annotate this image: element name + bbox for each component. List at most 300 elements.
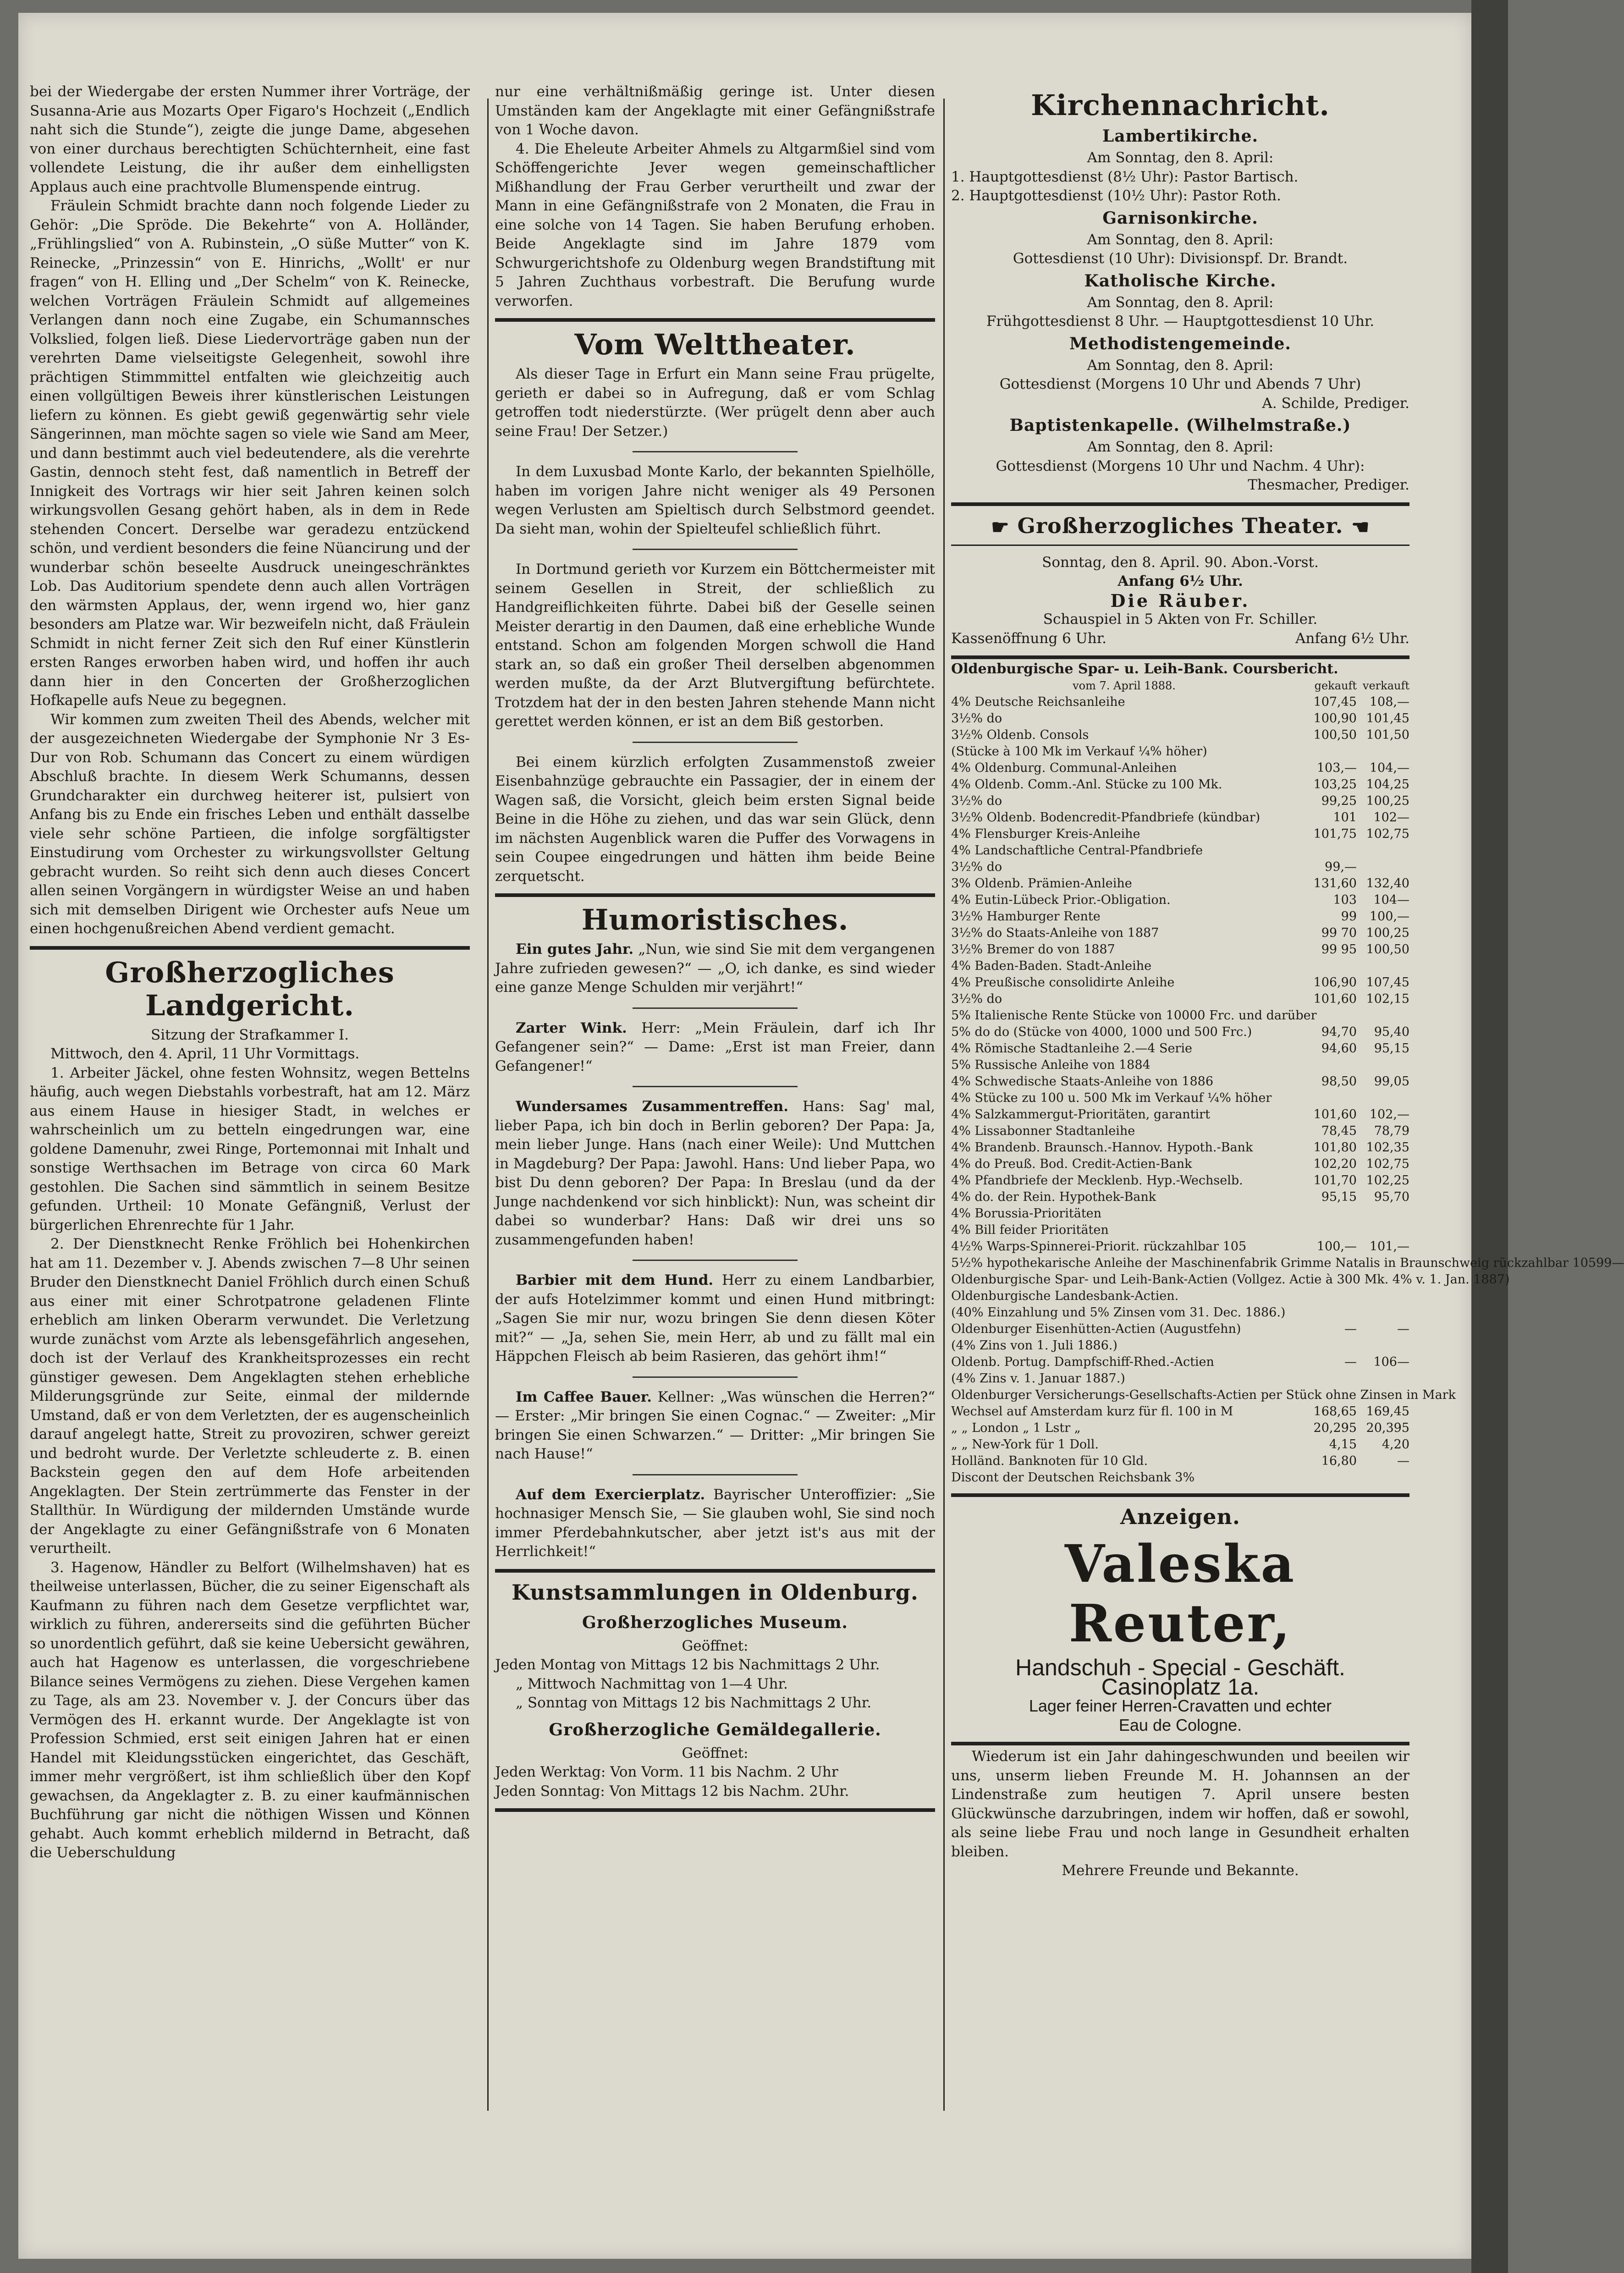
stock-bought: —: [1344, 1355, 1357, 1369]
stock-name: 4% Oldenb. Comm.-Anl. Stücke zu 100 Mk.: [951, 777, 1222, 792]
humor-text: Herr zu einem Landbarbier, der aufs Hotelzimmer kommt und einen Hund mitbringt: „Sagen Sie mir nur, wozu bringen Sie denn diesen Köter mit?“ — „Ja, sehen Sie, mein Herr, ab und zu fällt mal ein Häppchen Fleisch ab beim Rasieren, das gehört ihm!“: [495, 1272, 935, 1365]
stock-sold: 95,15: [1374, 1041, 1409, 1056]
news-item: Bei einem kürzlich erfolgten Zusammenstoß zweier Eisenbahnzüge gebrauchte ein Passagier, der in einem der Wagen saß, die Vorsicht, gleich beim ersten Signal beide Beine in die Höhe zu ziehen, und das war sein Glück, denn im nächsten Augenblick waren die Puffer des Vorwagens in sein Coupee eingedrungen und hätten ihm beide Beine zerquetscht.: [495, 754, 935, 885]
stock-bought: 99: [1341, 909, 1357, 924]
theater-begin: Anfang 6½ Uhr.: [1295, 630, 1409, 647]
stock-name: (4% Zins v. 1. Januar 1887.): [951, 1371, 1125, 1386]
stock-sold: 95,40: [1374, 1025, 1409, 1039]
concert-paragraph: Wir kommen zum zweiten Theil des Abends, welcher mit der ausgezeichneten Wiedergabe der Symphonie Nr 3 Es-Dur von Rob. Schumann das Concert zu einem würdigen Abschluß brachte. In diesem Werk Schumanns, dessen Grundcharakter ein durchweg heiterer ist, pulsiert von Anfang bis zu Ende ein frisches Leben und enthält dasselbe viele sehr schöne Partieen, die infolge sorgfältigster Einstudirung vom Orchester zu wirkungsvollster Geltung gebracht wurden. So reiht sich denn auch dieses Concert allen seinen Vorgängern in würdigster Weise an und haben sich mit demselben Dirigent wie Orchester aufs Neue um einen hochgenußreichen Abend verdient gemacht.: [30, 711, 470, 937]
stock-row: [951, 925, 1409, 941]
stock-name: 3½% do: [951, 711, 1002, 726]
stock-row: [951, 958, 1409, 974]
church-line: 2. Hauptgottesdienst (10½ Uhr): Pastor Roth.: [951, 187, 1281, 204]
stock-bought: 103,25: [1313, 777, 1357, 792]
church-line: Am Sonntag, den 8. April:: [1087, 294, 1274, 311]
stock-sold: 102,35: [1366, 1140, 1409, 1155]
stock-row: [951, 1222, 1409, 1238]
stock-sold: [1357, 1469, 1409, 1486]
stock-row: [951, 1403, 1409, 1420]
stock-sold: 108,—: [1369, 695, 1409, 709]
concert-paragraph: bei der Wiedergabe der ersten Nummer ihrer Vorträge, der Susanna-Arie aus Mozarts Oper Figaro's Hochzeit („Endlich naht sich die Stunde“), zeigte die junge Dame, abgesehen von einer durchaus berechtigten Schüchternheit, eine fast vollendete Leistung, die ihr außer dem einhelligsten Applaus auch eine prachtvolle Blumenspende eintrug.: [30, 83, 470, 195]
stock-row: [951, 1090, 1409, 1106]
humor-text: Hans: Sag' mal, lieber Papa, ich bin doch in Berlin geboren? Der Papa: Ja, mein lieber Junge. Hans (nach einer Weile): Und Muttchen in Magdeburg? Der Papa: Jawohl. Hans: Und lieber Papa, wo bist Du denn geboren? Der Papa: In Breslau (und da der Junge nachdenkend vor sich hinblickt): Nun, was scheint dir dabei so wunderbar? Hans: Daß wir drei uns so zusammengefunden haben!: [495, 1098, 935, 1248]
stock-row: [951, 1453, 1409, 1469]
stock-row: [951, 1106, 1409, 1123]
church-name: Katholische Kirche.: [1084, 271, 1277, 291]
section-rule: [495, 1808, 935, 1812]
humor-heading: Auf dem Exercierplatz.: [516, 1486, 705, 1503]
museum-hours: „ Sonntag von Mittags 12 bis Nachmittags 2 Uhr.: [516, 1695, 872, 1711]
stock-bought: 101,60: [1313, 1107, 1357, 1122]
stock-row: [951, 1304, 1409, 1321]
court-subtitle: Sitzung der Strafkammer I.: [150, 1026, 349, 1043]
stock-bought: [1297, 743, 1357, 760]
stock-bought: [1297, 958, 1357, 974]
stock-row: [951, 727, 1409, 743]
stock-sold: [1357, 743, 1409, 760]
stock-row: [951, 1040, 1409, 1057]
stock-sold: 104,25: [1366, 777, 1409, 792]
stock-row: [951, 793, 1409, 809]
stock-name: (40% Einzahlung und 5% Zinsen vom 31. Dec. 1886.): [951, 1305, 1286, 1320]
stock-bought: 107,45: [1313, 695, 1357, 709]
stock-sold: 78,79: [1374, 1124, 1409, 1138]
stock-bought: 100,—: [1316, 1239, 1357, 1254]
divider: [633, 1474, 798, 1475]
galerie-hours: Jeden Sonntag: Von Mittags 12 bis Nachm. 2Uhr.: [495, 1783, 849, 1800]
church-title: Kirchennachricht.: [1031, 88, 1330, 122]
stock-row: [951, 1123, 1409, 1139]
stock-sold: 106—: [1373, 1355, 1409, 1369]
museum-hours: Jeden Montag von Mittags 12 bis Nachmittags 2 Uhr.: [495, 1657, 880, 1673]
ad-line: Eau de Cologne.: [1118, 1715, 1242, 1734]
stock-row: [951, 1024, 1409, 1040]
stock-bought: 99 95: [1321, 942, 1357, 957]
stock-row: [951, 1337, 1409, 1354]
stock-sold: 102,15: [1366, 992, 1409, 1006]
section-rule: [495, 1569, 935, 1573]
court-date: Mittwoch, den 4. April, 11 Uhr Vormittags.: [50, 1046, 360, 1062]
stock-row: [951, 1172, 1409, 1189]
stock-row: [951, 1205, 1409, 1222]
theater-start: Anfang 6½ Uhr.: [1118, 573, 1243, 589]
church-name: Garnisonkirche.: [1102, 208, 1258, 228]
stock-row: [951, 1354, 1409, 1370]
stock-name: Oldenburgische Spar- und Leih-Bank-Actien (Vollgez. Actie à 300 Mk. 4% v. 1. Jan. 1887): [951, 1272, 1510, 1287]
stock-sold: 102—: [1373, 810, 1409, 825]
stock-row: [951, 1255, 1624, 1271]
stock-name: 4% Baden-Baden. Stadt-Anleihe: [951, 959, 1152, 973]
stock-row: [951, 1288, 1409, 1304]
divider: [633, 451, 798, 452]
humor-item: [495, 1271, 935, 1366]
stock-bought: 101,70: [1313, 1173, 1357, 1188]
stock-name: „ „ New-York für 1 Doll.: [951, 1437, 1099, 1452]
stock-name: 4% Flensburger Kreis-Anleihe: [951, 827, 1140, 841]
stock-bought: 20,295: [1313, 1421, 1357, 1435]
church-line: A. Schilde, Prediger.: [1262, 395, 1409, 412]
stock-sold: 169,45: [1366, 1404, 1409, 1419]
stock-sold: [1357, 1337, 1409, 1354]
humor-heading: Im Caffee Bauer.: [516, 1388, 652, 1405]
stock-row: [951, 694, 1409, 710]
section-rule: [951, 1742, 1409, 1745]
stock-name: 4% do Preuß. Bod. Credit-Actien-Bank: [951, 1157, 1192, 1171]
stock-sold: [1357, 1090, 1409, 1106]
stock-row: [951, 1139, 1409, 1156]
stock-bought: [1297, 1469, 1357, 1486]
stock-name: 4% Deutsche Reichsanleihe: [951, 695, 1125, 709]
church-block: [951, 126, 1409, 206]
stock-bought: 78,45: [1321, 1124, 1357, 1138]
stock-bought: 101,60: [1313, 992, 1357, 1006]
stock-name: 4% Pfandbriefe der Mecklenb. Hyp.-Wechselb.: [951, 1173, 1243, 1188]
divider: [633, 1007, 798, 1009]
stock-sold: [1357, 1222, 1409, 1238]
stock-row: [951, 842, 1409, 859]
humor-text: Kellner: „Was wünschen die Herren?“ — Erster: „Mir bringen Sie einen Cognac.“ — Zweiter: „Mir bringen Sie einen Schwarzen.“ — Dritter: „Mir bringen Sie nach Hause!“: [495, 1388, 936, 1462]
section-rule: [951, 655, 1409, 659]
galerie-title: Großherzogliche Gemäldegallerie.: [549, 1720, 881, 1739]
stock-row: [951, 1189, 1409, 1205]
welttheater-title: Vom Welttheater.: [574, 328, 856, 361]
stock-name: 3½% Hamburger Rente: [951, 909, 1101, 924]
section-rule: [495, 318, 935, 322]
stock-sold: 100,25: [1366, 926, 1409, 940]
section-rule: [495, 893, 935, 897]
stock-name: 3½% Oldenb. Consols: [951, 728, 1089, 742]
stock-sold: 102,75: [1366, 827, 1409, 841]
humor-text: „Nun, wie sind Sie mit dem vergangenen Jahre zufrieden gewesen?“ — „O, ich danke, es sind wieder eine ganze Menge Schulden mir verjährt!“: [495, 941, 936, 996]
stock-name: Wechsel auf Amsterdam kurz für fl. 100 in M: [951, 1404, 1233, 1419]
stock-name: Discont der Deutschen Reichsbank 3%: [951, 1470, 1195, 1485]
church-block: [951, 208, 1409, 269]
court-item: 3. Hagenow, Händler zu Belfort (Wilhelmshaven) hat es theilweise unterlassen, Bücher, die zu seiner Eigenschaft als Kaufmann zu führen nach dem Gesetze verpflichtet war, wirklich zu führen, andererseits sind die geführten Bücher so unordentlich geführt, daß sie keine Uebersicht gewähren, auch hat Hagenow es unterlassen, die vorgeschriebene Bilance seines Vermögens zu ziehen. Diese Vergehen kamen zu Tage, als am 23. November v. J. der Concurs über das Vermögen des H. erkannt wurde. Der Angeklagte ist von Profession Schmied, erst seit einigen Jahren hat er einen Handel mit Kleidungsstücken eingerichtet, das Geschäft, immer mehr vergrößert, ist ihm schließlich über den Kopf gewachsen, da Angeklagter z. B. zu einer kaufmännischen Buchführung gar nicht die nöthigen Wissen und Können gehabt. Auch kommt erheblich mildernd in Betracht, daß die Ueberschuldung: [30, 1559, 470, 1861]
news-item: In dem Luxusbad Monte Karlo, der bekannten Spielhölle, haben im vorigen Jahre nicht weniger als 49 Personen wegen Verlusten am Spieltisch durch Selbstmord geendet. Da sieht man, wohin der Spielteufel schließlich führt.: [495, 463, 935, 537]
stock-row: [951, 1057, 1409, 1073]
page-edge: [1471, 0, 1508, 2273]
stock-sold: [1357, 859, 1409, 875]
stock-row: [951, 1436, 1409, 1453]
stock-row: [951, 809, 1409, 826]
stock-sold: [1357, 842, 1409, 859]
church-block: [951, 333, 1409, 413]
stock-name: 5% Italienische Rente Stücke von 10000 Frc. und darüber: [951, 1008, 1317, 1023]
stock-sold: 100,50: [1366, 942, 1409, 957]
stock-name: Oldenburger Eisenhütten-Actien (Augustfehn): [951, 1322, 1241, 1336]
ads-title: Anzeigen.: [1120, 1504, 1240, 1529]
church-line: Am Sonntag, den 8. April:: [1087, 231, 1274, 248]
stock-name: 4% Bill feider Prioritäten: [951, 1223, 1109, 1237]
stock-bought: 103,—: [1316, 761, 1357, 775]
humor-heading: Ein gutes Jahr.: [516, 941, 634, 958]
stock-bought: 94,70: [1321, 1025, 1357, 1039]
theater-date: Sonntag, den 8. April. 90. Abon.-Vorst.: [1042, 554, 1319, 571]
stock-bought: 101: [1333, 810, 1357, 825]
stock-bought: 101,80: [1313, 1140, 1357, 1155]
stock-name: 4% Lissabonner Stadtanleihe: [951, 1124, 1135, 1138]
stock-name: 5% Russische Anleihe von 1884: [951, 1058, 1151, 1072]
church-line: 1. Hauptgottesdienst (8½ Uhr): Pastor Bartisch.: [951, 168, 1299, 185]
stock-row: [951, 892, 1409, 908]
stock-row: [951, 1238, 1409, 1255]
stock-bought: 101,75: [1313, 827, 1357, 841]
stock-bought: [1297, 1288, 1357, 1304]
humor-text: Herr: „Mein Fräulein, darf ich Ihr Gefangener sein?“ — Dame: „Erst ist man Freier, dann Gefangener!“: [495, 1019, 936, 1074]
stock-sold: [1357, 1057, 1409, 1073]
stock-sold: 107,45: [1366, 975, 1409, 990]
stock-name: 4% Eutin-Lübeck Prior.-Obligation.: [951, 893, 1171, 907]
theater-doors: Kassenöffnung 6 Uhr.: [951, 630, 1107, 647]
theater-desc: Schauspiel in 5 Akten von Fr. Schiller.: [1043, 611, 1318, 627]
stock-name: 3½% do: [951, 992, 1002, 1006]
news-item: In Dortmund gerieth vor Kurzem ein Böttchermeister mit seinem Gesellen in Streit, der schließlich zu Handgreiflichkeiten führte. Dabei biß der Geselle seinen Meister derartig in den Daumen, daß eine erhebliche Wunde entstand. Schon am folgenden Morgen schwoll die Hand stark an, so daß ein großer Theil derselben abgenommen werden mußte, da der Arzt Blutvergiftung befürchtete. Trotzdem hat der in den besten Jahren stehende Mann nicht gerettet werden können, er ist an dem Biß gestorben.: [495, 561, 935, 730]
church-name: Lambertikirche.: [1102, 127, 1259, 146]
humor-item: [495, 1486, 935, 1562]
stock-name: (4% Zins von 1. Juli 1886.): [951, 1338, 1118, 1353]
stock-header-row: [951, 677, 1409, 694]
theater-times: [951, 629, 1409, 649]
museum-open-label: Geöffnet:: [682, 1637, 749, 1654]
stock-name: Oldenburgische Landesbank-Actien.: [951, 1289, 1179, 1303]
stock-bought: [1297, 1205, 1357, 1222]
stock-name: 3½% do: [951, 860, 1002, 874]
stock-bought: 99 70: [1321, 926, 1357, 940]
divider: [633, 1376, 798, 1378]
stock-name: 3% Oldenb. Prämien-Anleihe: [951, 876, 1132, 891]
stock-row: [951, 743, 1409, 760]
section-rule: [951, 545, 1409, 546]
stock-sold: [1357, 1288, 1409, 1304]
church-line: Am Sonntag, den 8. April:: [1087, 149, 1274, 166]
church-name: Baptistenkapelle. (Wilhelmstraße.): [1009, 416, 1351, 435]
theater-play: Die Räuber.: [1110, 590, 1250, 611]
stock-bought: [1297, 1057, 1357, 1073]
divider: [633, 549, 798, 550]
stock-name: 4% do. der Rein. Hypothek-Bank: [951, 1190, 1156, 1204]
stock-bought: [1297, 1222, 1357, 1238]
humor-text: Bayrischer Unteroffizier: „Sie hochnasiger Mensch Sie, — Sie glauben wohl, Sie sind noch immer Pferdebahnkutscher, aber jetzt ist's aus mit der Herrlichkeit!“: [495, 1486, 935, 1560]
stock-bought: 100,90: [1313, 711, 1357, 726]
stock-header-sold: verkauft: [1362, 679, 1409, 692]
section-rule: [951, 1493, 1409, 1497]
stock-bought: 100,50: [1313, 728, 1357, 742]
divider: [633, 742, 798, 743]
stock-row: [951, 1007, 1409, 1024]
stock-row: [951, 776, 1409, 793]
church-block: [951, 415, 1409, 495]
stock-bought: —: [1344, 1322, 1357, 1336]
stock-sold: [1366, 1007, 1409, 1024]
theater-title-text: Großherzogliches Theater.: [1017, 513, 1343, 538]
court-continued: nur eine verhältnißmäßig geringe ist. Unter diesen Umständen kam der Angeklagte mit einer Gefängnißstrafe von 1 Woche davon.: [495, 83, 935, 138]
stock-bought: 106,90: [1313, 975, 1357, 990]
stock-sold: 100,—: [1369, 909, 1409, 924]
stock-row: [951, 991, 1409, 1007]
stock-name: 4% Stücke zu 100 u. 500 Mk im Verkauf ¼% höher: [951, 1091, 1272, 1105]
court-title: Großherzogliches Landgericht.: [105, 955, 395, 1022]
stock-sold: 102,25: [1366, 1173, 1409, 1188]
column-rule: [943, 99, 945, 2111]
church-line: Gottesdienst (10 Uhr): Divisionspf. Dr. Brandt.: [1013, 250, 1348, 267]
news-item: Als dieser Tage in Erfurt ein Mann seine Frau prügelte, gerieth er dabei so in Aufregung, daß er vom Schlag getroffen todt niederstürzte. (Wer prügelt denn aber auch seine Frau! Der Setzer.): [495, 366, 935, 440]
church-name: Methodistengemeinde.: [1069, 334, 1291, 353]
stock-bought: [1297, 842, 1357, 859]
church-line: Am Sonntag, den 8. April:: [1087, 439, 1274, 455]
museum-hours: „ Mittwoch Nachmittag von 1—4 Uhr.: [516, 1675, 788, 1692]
stock-bought: [1297, 1337, 1357, 1354]
stock-row: [951, 1321, 1409, 1337]
court-item: 1. Arbeiter Jäckel, ohne festen Wohnsitz, wegen Bettelns häufig, auch wegen Diebstahls vorbestraft, hat am 12. März aus einem Hause in hiesiger Stadt, in welches er wahrscheinlich um zu betteln eingedrungen war, eine goldene Damenuhr, zwei Ringe, Portemonnai mit Inhalt und sonstige Werthsachen im Betrage von circa 60 Mark gestohlen. Die Sachen sind sämmtlich in seinem Besitze gefunden. Urtheil: 10 Monate Gefängniß, Verlust der bürgerlichen Ehrenrechte für 1 Jahr.: [30, 1064, 470, 1233]
court-item: 4. Die Eheleute Arbeiter Ahmels zu Altgarmßiel sind vom Schöffengerichte Jever wegen gemeinschaftlicher Mißhandlung der Frau Gerber verurtheilt und zwar der Mann in eine Gefängnißstrafe von 2 Monaten, die Frau in eine solche von 14 Tagen. Sie haben Berufung erhoben. Beide Angeklagte sind im Jahre 1879 vom Schwurgerichtshofe zu Oldenburg wegen Brandstiftung mit 5 Jahren Zuchthaus vorbestraft. Die Berufung wurde verworfen.: [495, 140, 935, 309]
galerie-open-label: Geöffnet:: [682, 1745, 749, 1761]
stock-sold: 101,—: [1369, 1239, 1409, 1254]
stock-row: [951, 1420, 1409, 1436]
stock-bought: 95,15: [1321, 1190, 1357, 1204]
stock-name: Oldenb. Portug. Dampfschiff-Rhed.-Actien: [951, 1355, 1214, 1369]
stock-row: [951, 859, 1409, 875]
stock-name: 4% Salzkammergut-Prioritäten, garantirt: [951, 1107, 1210, 1122]
humor-item: [495, 1388, 935, 1464]
humor-heading: Zarter Wink.: [516, 1019, 627, 1036]
column-2: [495, 83, 935, 1814]
stock-name: 5% do do (Stücke von 4000, 1000 und 500 Frc.): [951, 1025, 1252, 1039]
stock-bought: 4,15: [1329, 1437, 1357, 1452]
humor-heading: Barbier mit dem Hund.: [516, 1272, 714, 1288]
stock-row: [951, 1387, 1456, 1403]
theater-title: [951, 512, 1409, 541]
stock-row: [951, 760, 1409, 776]
stock-bought: 94,60: [1321, 1041, 1357, 1056]
stock-bought: [1317, 1007, 1366, 1024]
ad-line: Casinoplatz 1a.: [1101, 1673, 1260, 1700]
stock-name: 4½% Warps-Spinnerei-Priorit. rückzahlbar 105: [951, 1239, 1247, 1254]
stock-name: 4% Oldenburg. Communal-Anleihen: [951, 761, 1177, 775]
pointing-hand-icon: ☛: [991, 515, 1010, 539]
column-1: [30, 83, 470, 1863]
stock-bought: 168,65: [1313, 1404, 1357, 1419]
stock-bought: 131,60: [1313, 876, 1357, 891]
stock-name: Holländ. Banknoten für 10 Gld.: [951, 1454, 1148, 1468]
stock-sold: 4,20: [1382, 1437, 1409, 1452]
section-rule: [30, 946, 470, 950]
galerie-hours: Jeden Werktag: Von Vorm. 11 bis Nachm. 2 Uhr: [495, 1764, 838, 1780]
stock-name: 4% Römische Stadtanleihe 2.—4 Serie: [951, 1041, 1192, 1056]
column-rule: [487, 99, 489, 2111]
stock-row: [951, 1156, 1409, 1172]
stock-sold: 101,50: [1366, 728, 1409, 742]
stock-name: 4% Preußische consolidirte Anleihe: [951, 975, 1175, 990]
stock-row: [951, 875, 1409, 892]
stock-sold: [1357, 1370, 1409, 1387]
stock-row: [951, 974, 1409, 991]
stock-sold: 132,40: [1366, 876, 1409, 891]
humor-title: Humoristisches.: [581, 903, 849, 936]
stock-sold: [1357, 958, 1409, 974]
stock-sold: 102,75: [1366, 1157, 1409, 1171]
museum-title: Großherzogliches Museum.: [582, 1613, 848, 1632]
church-block: [951, 270, 1409, 331]
stock-row: [951, 1073, 1409, 1090]
stock-bought: [1297, 1370, 1357, 1387]
stock-name: 4% Landschaftliche Central-Pfandbriefe: [951, 843, 1203, 858]
stock-name: 4% Brandenb. Braunsch.-Hannov. Hypoth.-Bank: [951, 1140, 1253, 1155]
stock-bought: 99,—: [1325, 860, 1357, 874]
stock-rows: [951, 694, 1624, 1486]
ad-line: Lager feiner Herren-Cravatten und echter: [1029, 1696, 1332, 1715]
stock-name: 5½% hypothekarische Anleihe der Maschinenfabrik Grimme Natalis in Braunschweig rückzahlbar 105: [951, 1256, 1596, 1270]
ad-company-name: Valeska Reuter,: [1064, 1534, 1296, 1654]
stock-bought: 102,20: [1313, 1157, 1357, 1171]
stock-row: [951, 1469, 1409, 1486]
stock-sold: —: [1612, 1256, 1624, 1270]
church-line: Gottesdienst (Morgens 10 Uhr und Nachm. 4 Uhr):: [996, 457, 1365, 474]
stock-name: 3½% Oldenb. Bodencredit-Pfandbriefe (kündbar): [951, 810, 1261, 825]
stock-bought: 98,50: [1321, 1074, 1357, 1089]
pointing-hand-icon: ☛: [1351, 515, 1370, 539]
stock-name: 3½% do Staats-Anleihe von 1887: [951, 926, 1159, 940]
stock-report-title: Oldenburgische Spar- u. Leih-Bank. Coursbericht.: [951, 661, 1338, 677]
stock-row: [951, 710, 1409, 727]
stock-sold: 104,—: [1369, 761, 1409, 775]
stock-header-bought: gekauft: [1314, 679, 1357, 692]
church-line: Am Sonntag, den 8. April:: [1087, 357, 1274, 374]
stock-bought: [1297, 1090, 1357, 1106]
humor-heading: Wundersames Zusammentreffen.: [516, 1098, 789, 1115]
stock-sold: 102,—: [1369, 1107, 1409, 1122]
stock-bought: 103: [1333, 893, 1357, 907]
greeting-text: Wiederum ist ein Jahr dahingeschwunden und beeilen wir uns, unserm lieben Freunde M. H. Johannsen an der Lindenstraße zum heutigen 7. April unsere besten Glückwünsche darzubringen, indem wir hoffen, daß er sowohl, als seine liebe Frau und noch lange in Gesundheit erhalten bleiben.: [951, 1748, 1409, 1860]
stock-row: [951, 826, 1409, 842]
stock-name: (Stücke à 100 Mk im Verkauf ¼% höher): [951, 744, 1207, 759]
humor-item: [495, 940, 935, 997]
stock-bought: 99: [1596, 1256, 1612, 1270]
stock-report: [951, 661, 1624, 1486]
stock-sold: 99,05: [1374, 1074, 1409, 1089]
stock-sold: 101,45: [1366, 711, 1409, 726]
greeting-signature: Mehrere Freunde und Bekannte.: [1062, 1862, 1299, 1879]
ad-line: Handschuh - Special - Geschäft.: [1015, 1655, 1345, 1680]
concert-paragraph: Fräulein Schmidt brachte dann noch folgende Lieder zu Gehör: „Die Spröde. Die Bekehrte“ von A. Holländer, „Frühlingslied“ von A. Rubinstein, „O süße Mutter“ von K. Reinecke, „Prinzessin“ von E. Hinrichs, „Wollt' er nur fragen“ von H. Elling und „Der Schelm“ von K. Reinecke, welchen Vorträgen Fräulein Schmidt auf allgemeines Verlangen dann noch eine Zugabe, ein Schumannsches Volkslied, folgen ließ. Diese Liedervorträge gaben nun der verehrten Dame vielseitigste Gelegenheit, sowohl ihre prächtigen Stimmmittel entfalten wie gleichzeitig auch einen vollgültigen Beweis ihrer künstlerischen Leistungen liefern zu können. Es giebt gewiß gegenwärtig sehr viele Sängerinnen, man möchte sagen so viele wie Sand am Meer, und dann bestimmt auch viel bedeutendere, als die verehrte Gastin, dennoch steht fest, daß namentlich in Betreff der Innigkeit des Vortrags wir hier seit Jahren keinen solch wirkungsvollen Gesang gehört haben, als in dem in Rede stehenden Concert. Derselbe war geradezu entzückend schön, und verdient besonders die feine Nüancirung und der wunderbar schön beseelte Ausdruck uneingeschränktes Lob. Das Auditorium spendete denn auch allen Vorträgen den wärmsten Applaus, der, wenn irgend wo, hier ganz besonders am Platze war. Wir bezweifeln nicht, daß Fräulein Schmidt in nicht ferner Zeit sich den Ruf einer Künstlerin ersten Ranges erworben haben wird, und hoffen ihr auch dann hier in den Concerten der Großherzoglichen Hofkapelle aufs Neue zu begegnen.: [30, 198, 470, 709]
stock-row: [951, 941, 1409, 958]
divider: [633, 1260, 798, 1261]
stock-bought: [1297, 1304, 1357, 1321]
humor-item: [495, 1019, 935, 1076]
stock-name: 3½% do: [951, 794, 1002, 808]
stock-name: 3½% Bremer do von 1887: [951, 942, 1115, 957]
stock-sold: —: [1397, 1322, 1409, 1336]
stock-row: [951, 1370, 1409, 1387]
humor-item: [495, 1097, 935, 1249]
stock-sold: [1357, 1304, 1409, 1321]
stock-sold: 95,70: [1374, 1190, 1409, 1204]
stock-name: 4% Schwedische Staats-Anleihe von 1886: [951, 1074, 1214, 1089]
court-item: 2. Der Dienstknecht Renke Fröhlich bei Hohenkirchen hat am 11. Dezember v. J. Abends zwischen 7—8 Uhr seinen Bruder den Dienstknecht Daniel Fröhlich durch einen Schuß aus einer mit einer Schrotpatrone geladenen Flinte erheblich am linken Oberarm verwundet. Die Verletzung wurde zunächst vom Arzte als lebensgefährlich angesehen, doch ist der Verlauf des Krankheitsprozesses ein recht günstiger gewesen. Dem Angeklagten stehen erhebliche Milderungsgründe zur Seite, einmal der mildernde Umstand, daß er von dem Verletzten, der es augenscheinlich darauf angelegt hatte, Streit zu provoziren, schwer gereizt und bedroht wurde. Der Verletzte schleuderte z. B. einen Backstein gegen den auf dem Hofe arbeitenden Angeklagten. Der Stein zertrümmerte das Fenster in der Stallthür. In Würdigung der mildernden Umstände wurde der Angeklagte zu einer Gefängnißstrafe von 6 Monaten verurtheilt.: [30, 1236, 470, 1557]
kunst-title: Kunstsammlungen in Oldenburg.: [512, 1580, 919, 1605]
stock-sold: 104—: [1373, 893, 1409, 907]
church-line: Thesmacher, Prediger.: [1248, 477, 1409, 493]
church-line: Frühgottesdienst 8 Uhr. — Hauptgottesdienst 10 Uhr.: [986, 313, 1375, 330]
stock-sold: 100,25: [1366, 794, 1409, 808]
stock-bought: 99,25: [1321, 794, 1357, 808]
stock-date: vom 7. April 1888.: [1073, 679, 1176, 692]
divider: [633, 1086, 798, 1087]
stock-row: [951, 1271, 1510, 1288]
section-rule: [951, 502, 1409, 506]
stock-sold: [1357, 1205, 1409, 1222]
stock-name: Oldenburger Versicherungs-Gesellschafts-Actien per Stück ohne Zinsen in Mark: [951, 1388, 1456, 1402]
stock-bought: 16,80: [1321, 1454, 1357, 1468]
